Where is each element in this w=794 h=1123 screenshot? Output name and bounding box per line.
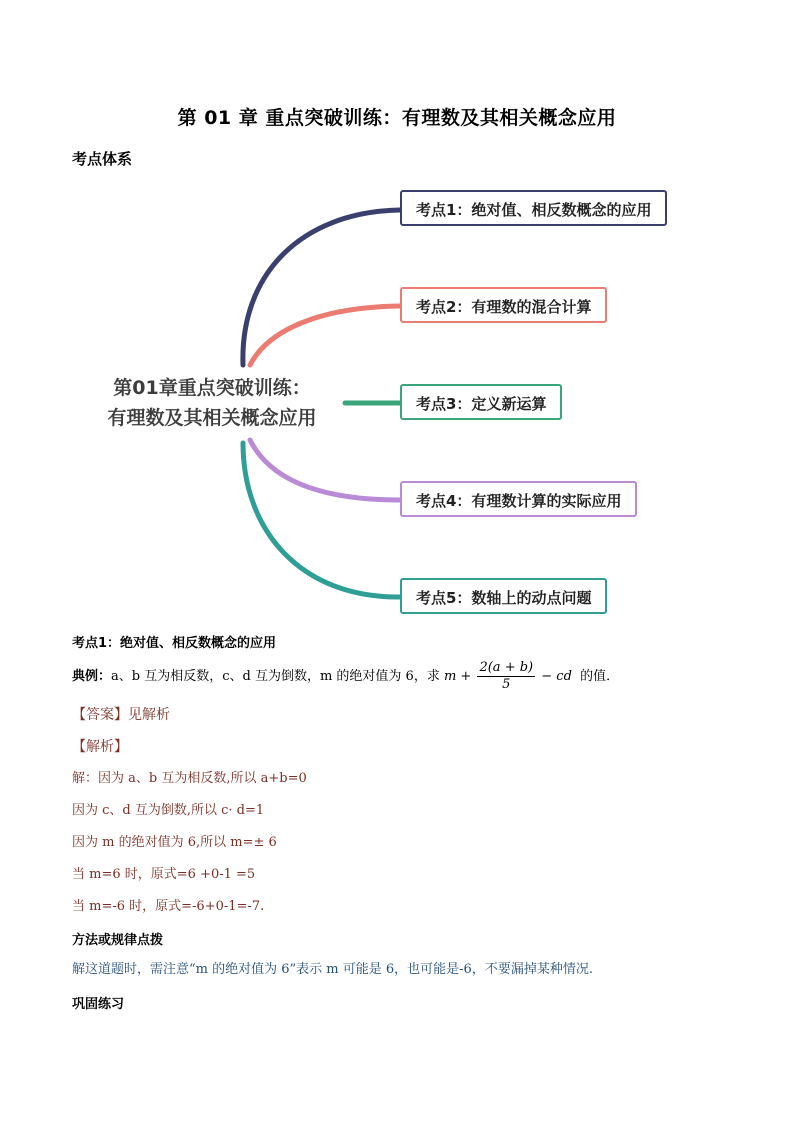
- solution-line-4: 当 m=6 时，原式=6 +0-1 =5: [72, 867, 256, 882]
- mind-map-node-5: 考点5：数轴上的动点问题: [400, 578, 607, 614]
- page-title: 第 01 章 重点突破训练：有理数及其相关概念应用: [177, 107, 617, 129]
- mind-map-center: [82, 373, 342, 433]
- mind-map-node-1: 考点1：绝对值、相反数概念的应用: [400, 190, 667, 226]
- branch-2: [250, 306, 400, 365]
- mind-map-node-2: 考点2：有理数的混合计算: [400, 287, 607, 323]
- mind-map-node-3: 考点3：定义新运算: [400, 384, 562, 420]
- mind-map: [0, 170, 794, 620]
- point1-heading: 考点1：绝对值、相反数概念的应用: [72, 636, 277, 651]
- center-line-1: 第01章重点突破训练：: [113, 377, 311, 399]
- practice-heading: 巩固练习: [72, 997, 125, 1012]
- solution-line-2: 因为 c、d 互为倒数,所以 c· d=1: [72, 803, 265, 818]
- solution-line-3: 因为 m 的绝对值为 6,所以 m=± 6: [72, 835, 277, 850]
- method-heading: 方法或规律点拨: [72, 933, 164, 948]
- mind-map-node-4: 考点4：有理数计算的实际应用: [400, 481, 637, 517]
- center-line-2: 有理数及其相关概念应用: [107, 407, 317, 429]
- formula-fraction: [477, 660, 535, 693]
- formula-m: m +: [443, 669, 472, 684]
- analysis-label: 【解析】: [72, 739, 128, 755]
- solution-line-1: 解：因为 a、b 互为相反数,所以 a+b=0: [72, 771, 307, 786]
- example-text: a、b 互为相反数，c、d 互为倒数，m 的绝对值为 6，求: [111, 669, 440, 684]
- section-heading-system: 考点体系: [72, 150, 133, 168]
- answer-line: 【答案】见解析: [72, 707, 170, 723]
- formula-tail: − cd: [541, 669, 572, 684]
- example-label: 典例：: [72, 669, 112, 684]
- branch-4: [250, 440, 400, 500]
- method-text: 解这道题时，需注意“m 的绝对值为 6”表示 m 可能是 6，也可能是-6，不要漏掉某种情况.: [72, 962, 593, 977]
- example-line: [72, 660, 619, 693]
- formula-denominator: 5: [502, 677, 511, 692]
- branch-5: [243, 443, 400, 597]
- solution-line-5: 当 m=-6 时，原式=-6+0-1=-7.: [72, 899, 265, 914]
- example-end: 的值．: [580, 669, 620, 684]
- formula-numerator: 2(a + b): [479, 660, 534, 675]
